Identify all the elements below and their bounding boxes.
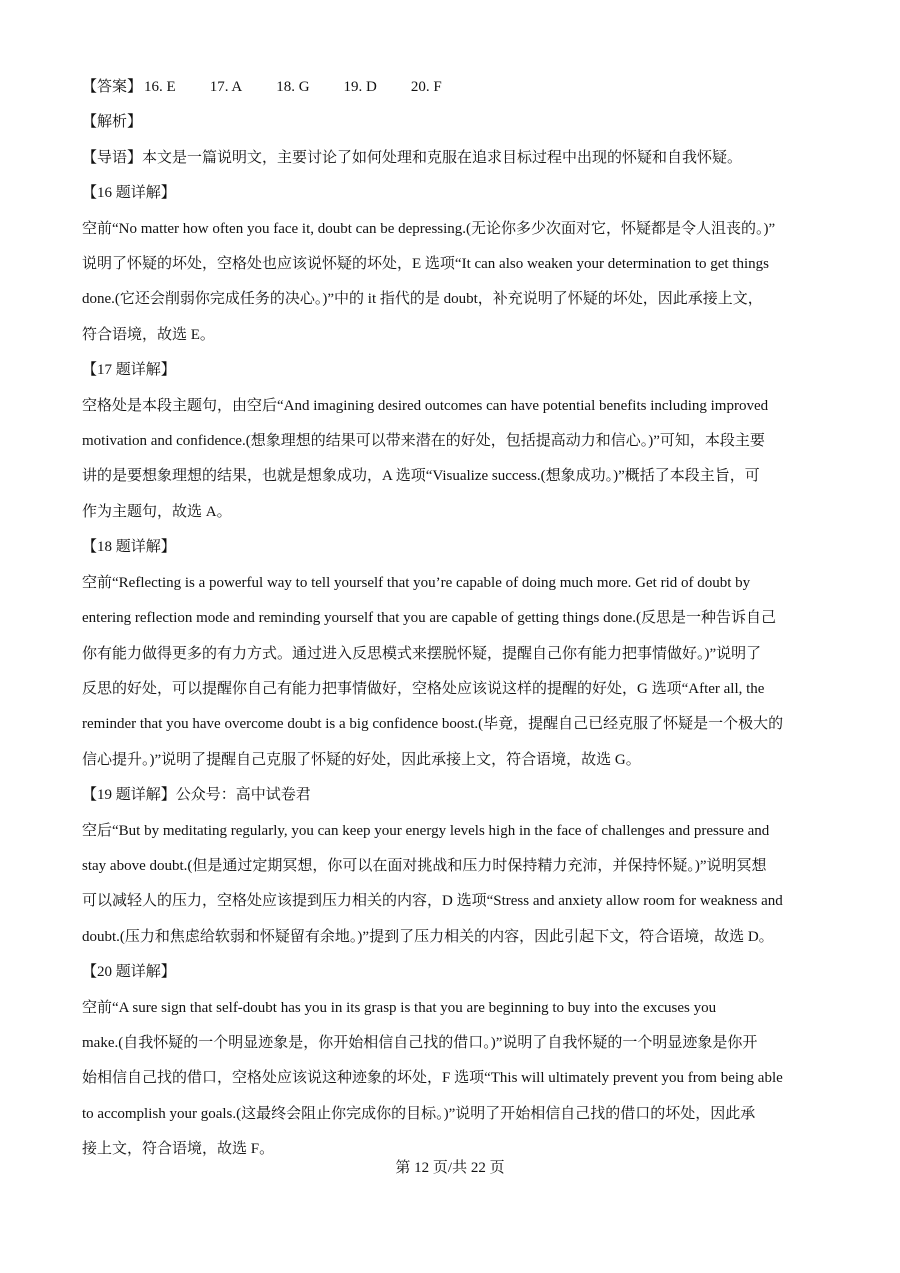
paragraph-line: 空后“But by meditating regularly, you can keep your energy levels high in the face of challenges and pressure and xyxy=(82,822,770,839)
guide-text: 【导语】本文是一篇说明文，主要讨论了如何处理和克服在追求目标过程中出现的怀疑和自我怀疑。 xyxy=(82,149,743,166)
section-heading: 【17 题详解】 xyxy=(82,362,176,379)
answer-item: 19. D xyxy=(343,79,377,95)
answer-item: 18. G xyxy=(276,79,310,95)
paragraph-line: 始相信自己找的借口，空格处应该说这种迹象的坏处，F 选项“This will ultimately prevent you from being able xyxy=(82,1070,783,1087)
paragraph-line: reminder that you have overcome doubt is a big confidence boost.(毕竟，提醒自己已经克服了怀疑是一个极大的 xyxy=(82,716,784,733)
answer-item: 20. F xyxy=(410,79,442,95)
section-20 xyxy=(82,955,822,1167)
section-16 xyxy=(82,176,822,353)
section-heading: 【19 题详解】公众号：高中试卷君 xyxy=(82,787,311,804)
section-19 xyxy=(82,778,822,955)
paragraph-line: 接上文，符合语境，故选 F。 xyxy=(82,1141,275,1158)
paragraph-line: 可以减轻人的压力，空格处应该提到压力相关的内容，D 选项“Stress and anxiety allow room for weakness and xyxy=(82,893,783,910)
paragraph-line: doubt.(压力和焦虑给软弱和怀疑留有余地。)”提到了压力相关的内容，因此引起下文，符合语境，故选 D。 xyxy=(82,928,774,945)
paragraph-line: to accomplish your goals.(这最终会阻止你完成你的目标。)”说明了开始相信自己找的借口的坏处，因此承 xyxy=(82,1105,756,1122)
paragraph-line: 空格处是本段主题句，由空后“And imagining desired outcomes can have potential benefits including improved xyxy=(82,397,769,414)
section-18 xyxy=(82,530,822,778)
section-17 xyxy=(82,353,822,530)
paragraph-line: done.(它还会削弱你完成任务的决心。)”中的 it 指代的是 doubt，补充说明了怀疑的坏处，因此承接上文， xyxy=(82,291,763,308)
section-heading: 【16 题详解】 xyxy=(82,185,176,202)
section-heading: 【18 题详解】 xyxy=(82,539,176,556)
paragraph-line: 反思的好处，可以提醒你自己有能力把事情做好，空格处应该说这样的提醒的好处，G 选项“After all, the xyxy=(82,680,765,697)
answer-label: 【答案】 xyxy=(82,79,143,95)
answer-item: 17. A xyxy=(209,79,243,95)
page-footer: 第 12 页/共 22 页 xyxy=(395,1160,505,1176)
paragraph-line: 信心提升。)”说明了提醒自己克服了怀疑的好处，因此承接上文，符合语境，故选 G。 xyxy=(82,751,641,768)
section-heading: 【20 题详解】 xyxy=(82,964,176,981)
answer-item: 16. E xyxy=(144,79,176,95)
answer-line xyxy=(82,70,822,105)
paragraph-line: 作为主题句，故选 A。 xyxy=(82,503,232,520)
document-body xyxy=(82,70,822,1168)
paragraph-line: 空前“Reflecting is a powerful way to tell yourself that you’re capable of doing much more. Get rid of doubt by xyxy=(82,574,751,591)
analysis-label: 【解析】 xyxy=(82,114,143,131)
paragraph-line: entering reflection mode and reminding yourself that you are capable of getting things done.(反思是一种告诉自己 xyxy=(82,610,776,627)
paragraph-line: 你有能力做得更多的有力方式。通过进入反思模式来摆脱怀疑，提醒自己你有能力把事情做好。)”说明了 xyxy=(82,645,762,662)
paragraph-line: 符合语境，故选 E。 xyxy=(82,326,215,343)
paragraph-line: motivation and confidence.(想象理想的结果可以带来潜在的好处，包括提高动力和信心。)”可知，本段主要 xyxy=(82,433,765,450)
paragraph-line: stay above doubt.(但是通过定期冥想，你可以在面对挑战和压力时保持精力充沛，并保持怀疑。)”说明冥想 xyxy=(82,857,767,874)
paragraph-line: 讲的是要想象理想的结果，也就是想象成功，A 选项“Visualize success.(想象成功。)”概括了本段主旨，可 xyxy=(82,468,760,485)
paragraph-line: 说明了怀疑的坏处，空格处也应该说怀疑的坏处，E 选项“It can also weaken your determination to get things xyxy=(82,256,769,273)
paragraph-line: make.(自我怀疑的一个明显迹象是，你开始相信自己找的借口。)”说明了自我怀疑的一个明显迹象是你开 xyxy=(82,1034,758,1051)
paragraph-line: 空前“No matter how often you face it, doubt can be depressing.(无论你多少次面对它，怀疑都是令人沮丧的。)” xyxy=(82,220,776,237)
paragraph-line: 空前“A sure sign that self-doubt has you in its grasp is that you are beginning to buy into the excuses you xyxy=(82,999,717,1016)
